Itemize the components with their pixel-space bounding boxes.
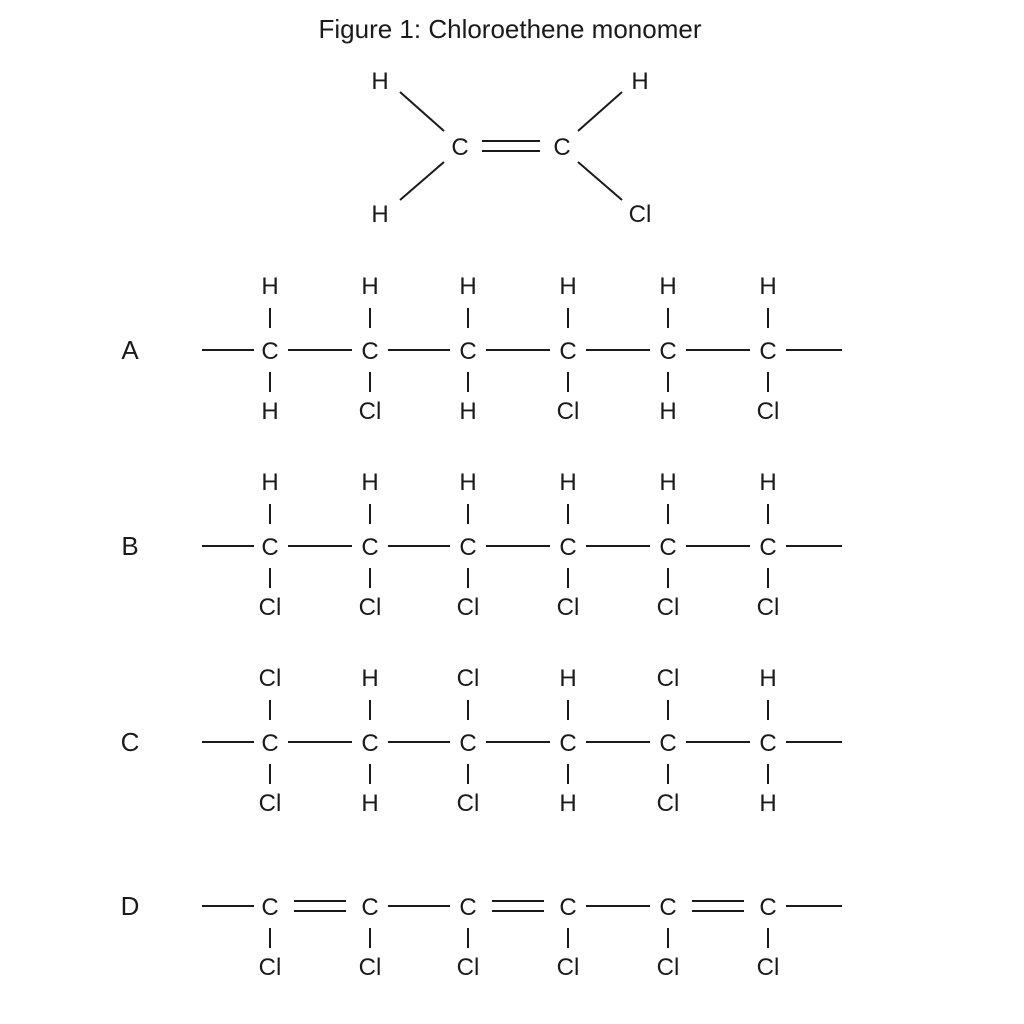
carbon-atom: C	[659, 534, 677, 561]
option-label: B	[121, 531, 139, 561]
carbon-atom: C	[659, 338, 677, 365]
substituent-top: H	[759, 665, 777, 692]
substituent-bottom: Cl	[756, 398, 780, 425]
substituent-bottom: H	[559, 790, 577, 817]
carbon-atom: C	[261, 894, 279, 921]
option-label: A	[121, 335, 139, 365]
substituent-top: H	[459, 273, 477, 300]
substituent-bottom: Cl	[358, 398, 382, 425]
substituent-top: H	[361, 665, 379, 692]
carbon-atom: C	[459, 730, 477, 757]
carbon-atom: C	[759, 534, 777, 561]
carbon-atom: C	[659, 730, 677, 757]
substituent-bottom: Cl	[556, 594, 580, 621]
carbon-atom: C	[361, 534, 379, 561]
option-label: D	[120, 891, 140, 921]
substituent-bottom: Cl	[656, 790, 680, 817]
carbon-atom: C	[759, 730, 777, 757]
substituent-top: H	[759, 469, 777, 496]
substituent-bottom: Cl	[656, 954, 680, 981]
substituent-bottom: H	[659, 398, 677, 425]
carbon-atom: C	[261, 730, 279, 757]
substituent-bottom: H	[459, 398, 477, 425]
substituent-top: H	[261, 469, 279, 496]
substituent-bottom: Cl	[756, 594, 780, 621]
substituent-bottom: Cl	[656, 594, 680, 621]
substituent-top: H	[759, 273, 777, 300]
monomer-carbon-right: C	[553, 134, 571, 161]
carbon-atom: C	[459, 894, 477, 921]
monomer-atom-left-top: H	[371, 68, 389, 95]
substituent-top: Cl	[656, 665, 680, 692]
substituent-bottom: Cl	[556, 398, 580, 425]
substituent-top: H	[459, 469, 477, 496]
carbon-atom: C	[559, 338, 577, 365]
substituent-bottom: Cl	[456, 790, 480, 817]
monomer-atom-right-bottom: Cl	[628, 201, 652, 228]
substituent-bottom: Cl	[556, 954, 580, 981]
substituent-top: H	[559, 273, 577, 300]
substituent-bottom: Cl	[258, 790, 282, 817]
carbon-atom: C	[361, 730, 379, 757]
substituent-top: H	[261, 273, 279, 300]
monomer-atom-left-bottom: H	[371, 201, 389, 228]
carbon-atom: C	[759, 894, 777, 921]
substituent-bottom: Cl	[358, 594, 382, 621]
substituent-bottom: Cl	[258, 594, 282, 621]
substituent-bottom: H	[261, 398, 279, 425]
carbon-atom: C	[659, 894, 677, 921]
substituent-bottom: H	[361, 790, 379, 817]
carbon-atom: C	[261, 534, 279, 561]
substituent-top: Cl	[456, 665, 480, 692]
substituent-bottom: Cl	[456, 594, 480, 621]
substituent-bottom: Cl	[756, 954, 780, 981]
carbon-atom: C	[759, 338, 777, 365]
carbon-atom: C	[261, 338, 279, 365]
figure-title: Figure 1: Chloroethene monomer	[318, 14, 702, 44]
substituent-top: H	[559, 665, 577, 692]
carbon-atom: C	[361, 894, 379, 921]
substituent-top: H	[361, 469, 379, 496]
carbon-atom: C	[559, 730, 577, 757]
substituent-top: H	[361, 273, 379, 300]
substituent-top: H	[659, 273, 677, 300]
substituent-top: Cl	[258, 665, 282, 692]
carbon-atom: C	[459, 338, 477, 365]
carbon-atom: C	[559, 534, 577, 561]
carbon-atom: C	[361, 338, 379, 365]
option-label: C	[120, 727, 140, 757]
substituent-bottom: Cl	[456, 954, 480, 981]
monomer-carbon-left: C	[451, 134, 469, 161]
substituent-bottom: H	[759, 790, 777, 817]
carbon-atom: C	[559, 894, 577, 921]
substituent-bottom: Cl	[358, 954, 382, 981]
substituent-top: H	[659, 469, 677, 496]
substituent-top: H	[559, 469, 577, 496]
monomer-atom-right-top: H	[631, 68, 649, 95]
carbon-atom: C	[459, 534, 477, 561]
substituent-bottom: Cl	[258, 954, 282, 981]
